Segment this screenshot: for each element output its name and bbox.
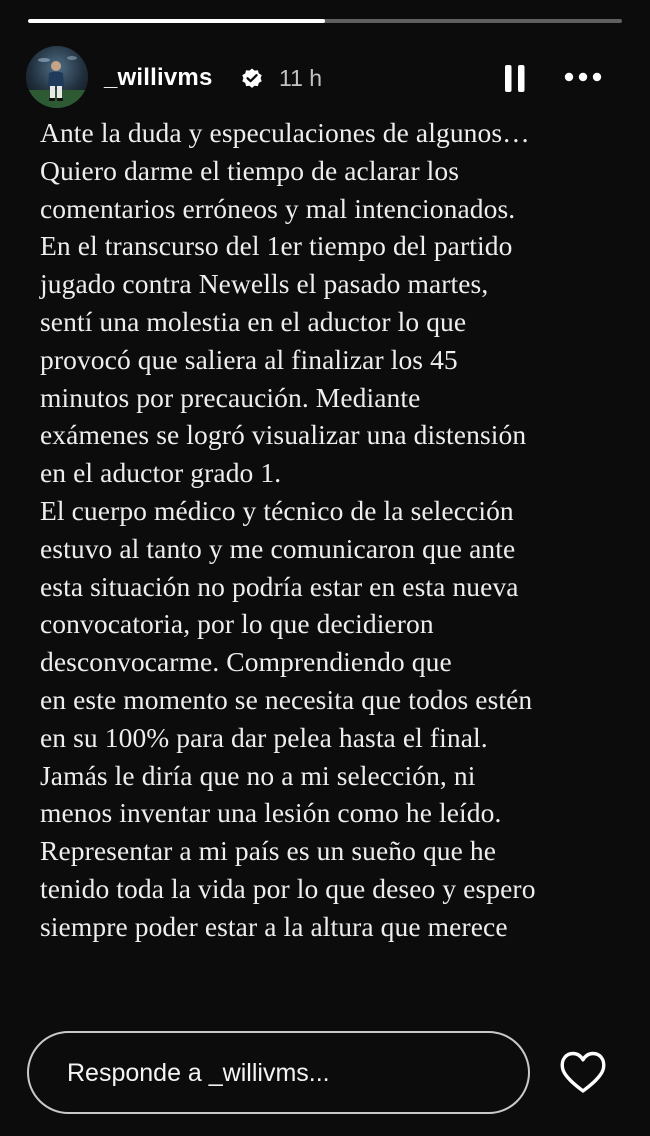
story-timestamp: 11 h [279, 65, 323, 91]
story-progress-fill [28, 19, 325, 23]
pause-icon[interactable] [502, 63, 528, 95]
avatar-image [26, 46, 88, 108]
reply-input[interactable] [27, 1031, 530, 1114]
story-username[interactable]: _willivms [104, 64, 213, 91]
verified-badge-icon [240, 66, 264, 90]
reply-placeholder: Responde a _willivms... [67, 1059, 330, 1087]
avatar[interactable] [26, 46, 88, 108]
story-text: Ante la duda y especulaciones de algunos… Quiero darme el tiempo de aclarar los comentarios erróneos y mal intencionados. En el transcurso del 1er tiempo del partido jugado contra Newells el pasado martes, sentí una molestia en el aductor lo que provocó que saliera al finalizar los 45 minutos por precaución. Mediante exámenes se logró visualizar una distensión en el aductor grado 1. El cuerpo médico y técnico de la selección estuvo al tanto y me comunicaron que ante esta situación no podría estar en esta nueva convocatoria, por lo que decidieron desconvocarme. Comprendiendo que en este momento se necesita que todos estén en su 100% para dar pelea hasta el final. Jamás le diría que no a mi selección, ni menos inventar una lesión como he leído. Representar a mi país es un sueño que he tenido toda la vida por lo que deseo y espero siempre poder estar a la altura que merece [40, 117, 536, 942]
heart-icon[interactable] [558, 1049, 608, 1095]
story-progress-bar [28, 19, 622, 23]
story-header [26, 44, 626, 108]
more-horizontal-icon[interactable] [563, 64, 603, 90]
